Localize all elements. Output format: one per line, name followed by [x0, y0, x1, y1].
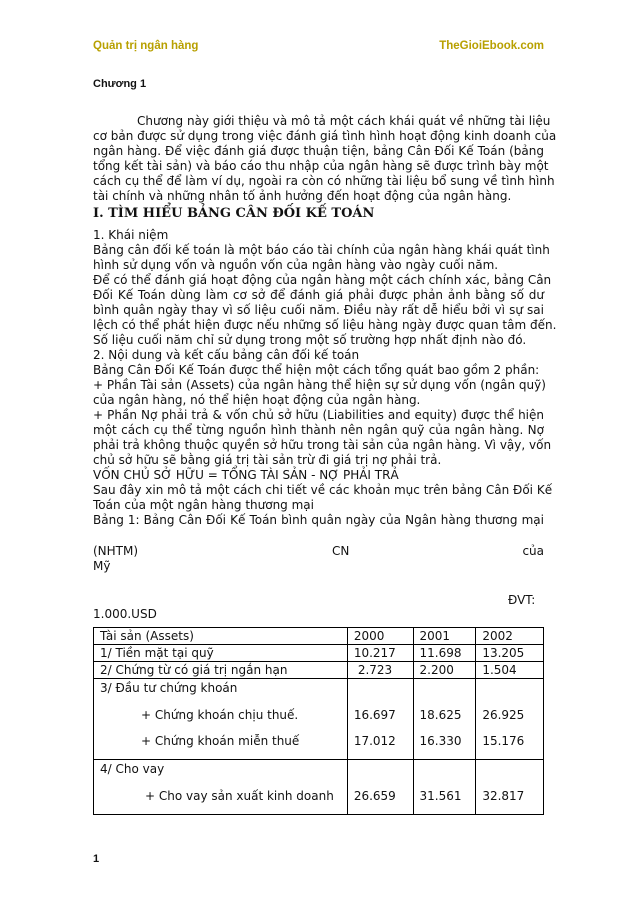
table-cell — [413, 679, 476, 760]
table-cell: 2.200 — [413, 662, 476, 679]
row-subitem: + Chứng khoán chịu thuế. — [141, 708, 299, 722]
cell-value: 26.659 — [353, 789, 396, 803]
table-row — [94, 760, 544, 815]
cell-value: 16.330 — [419, 734, 462, 748]
table-row — [94, 679, 544, 760]
table-cell: 2/ Chứng từ có giá trị ngắn hạn — [94, 662, 348, 679]
body-line: một cách cụ thể từng nguồn hình thành nên ngân quỹ của ngân hàng. Nợ — [93, 423, 544, 437]
table-cell — [413, 760, 476, 815]
body-line: Bảng cân đối kế toán là một báo cáo tài chính của ngân hàng khái quát tình — [93, 243, 550, 257]
table-cell: 13.205 — [476, 645, 544, 662]
table-cell: 2001 — [413, 628, 476, 645]
body-line: hình sử dụng vốn và nguồn vốn của ngân hàng vào ngày cuối năm. — [93, 258, 499, 272]
body-line: Đối Kế Toán dùng làm cơ sở để đánh giá phải được phản ảnh bằng số dư — [93, 288, 544, 302]
cell-value: 32.817 — [482, 789, 525, 803]
table-cell — [476, 679, 544, 760]
table-row — [94, 645, 544, 662]
table-caption: Bảng 1: Bảng Cân Đối Kế Toán bình quân ngày của Ngân hàng thương mại — [93, 513, 544, 527]
section-heading: I. TÌM HIỂU BẢNG CÂN ĐỐI KẾ TOÁN — [93, 206, 375, 221]
body-line: lệch có thể phát hiện được nếu những số liệu hàng ngày được quan tâm đến. — [93, 318, 557, 332]
body-line: của ngân hàng, nó thể hiện hoạt động của ngân hàng. — [93, 393, 421, 407]
caption-part: của — [522, 544, 544, 558]
body-line: + Phần Tài sản (Assets) của ngân hàng thể hiện sự sử dụng vốn (ngân quỹ) — [93, 378, 546, 392]
unit-value: 1.000.USD — [93, 607, 157, 621]
body-line: bình quân ngày thay vì số liệu cuối năm. Điều này rất dễ hiểu bởi vì sự sai — [93, 303, 544, 317]
caption-continuation — [93, 544, 544, 559]
table-cell: 2.723 — [347, 662, 413, 679]
caption-end: Mỹ — [93, 559, 111, 573]
body-line: Bảng Cân Đối Kế Toán được thể hiện một cách tổng quát bao gồm 2 phần: — [93, 363, 540, 377]
cell-value: 16.697 — [353, 708, 396, 722]
intro-line: cơ bản được sử dụng trong việc đánh giá tình hình hoạt động kinh doanh của — [93, 129, 557, 143]
table-cell — [347, 679, 413, 760]
body-line: + Phần Nợ phải trả & vốn chủ sở hữu (Liabilities and equity) được thể hiện — [93, 408, 544, 422]
body-line: chủ sở hữu sẽ bằng giá trị tài sản trừ đi giá trị nợ phải trả. — [93, 453, 442, 467]
body-line: Để có thể đánh giá hoạt động của ngân hàng một cách chính xác, bảng Cân — [93, 273, 552, 287]
cell-value: 26.925 — [482, 708, 525, 722]
page-header — [93, 40, 544, 54]
header-site-name: TheGioiEbook.com — [439, 40, 544, 52]
cell-value: 17.012 — [353, 734, 396, 748]
caption-part: CN — [332, 544, 350, 558]
row-subitem: + Cho vay sản xuất kinh doanh — [145, 789, 334, 803]
cell-value: 18.625 — [419, 708, 462, 722]
table-cell — [94, 760, 348, 815]
body-line: Toán của một ngân hàng thương mại — [93, 498, 314, 512]
body-line: Sau đây xin mô tả một cách chi tiết về các khoản mục trên bảng Cân Đối Kế — [93, 483, 553, 497]
table-cell: 1/ Tiền mặt tại quỹ — [94, 645, 348, 662]
table-cell: 11.698 — [413, 645, 476, 662]
intro-line: cách cụ thể để làm ví dụ, ngoài ra còn có những tài liệu bổ sung về tình hình — [93, 174, 555, 188]
table-header-row — [94, 628, 544, 645]
row-subitem: + Chứng khoán miễn thuế — [141, 734, 300, 748]
intro-line: Chương này giới thiệu và mô tả một cách khái quát về những tài liệu — [137, 114, 551, 128]
page-number: 1 — [93, 853, 100, 865]
body-line: Số liệu cuối năm chỉ sử dụng trong một số trường hợp nhất định nào đó. — [93, 333, 527, 347]
table-cell: 1.504 — [476, 662, 544, 679]
unit-label: ĐVT: — [508, 593, 536, 607]
table-cell: 2000 — [347, 628, 413, 645]
body-line: phải trả không thuộc quyền sở hữu trong tài sản của ngân hàng. Vì vậy, vốn — [93, 438, 552, 452]
table-cell — [476, 760, 544, 815]
table-cell: 10.217 — [347, 645, 413, 662]
intro-line: tổng kết tài sản) và báo cáo thu nhập của ngân hàng sẽ được trình bày một — [93, 159, 549, 173]
chapter-title: Chương 1 — [93, 78, 147, 90]
intro-line: ngân hàng. Để việc đánh giá được thuận tiện, bảng Cân Đối Kế Toán (bảng — [93, 144, 544, 158]
row-title: 3/ Đầu tư chứng khoán — [100, 681, 238, 695]
table-cell: 2002 — [476, 628, 544, 645]
body-line: 1. Khái niệm — [93, 228, 169, 242]
intro-line: tài chính và những nhân tố ảnh hưởng đến hoạt động của ngân hàng. — [93, 189, 512, 203]
table-row — [94, 662, 544, 679]
cell-value: 31.561 — [419, 789, 462, 803]
cell-value: 15.176 — [482, 734, 525, 748]
row-title: 4/ Cho vay — [100, 762, 165, 776]
table-cell: Tài sản (Assets) — [94, 628, 348, 645]
balance-sheet-table — [93, 627, 544, 815]
table-cell — [94, 679, 348, 760]
body-line: 2. Nội dung và kết cấu bảng cân đối kế toán — [93, 348, 360, 362]
table-cell — [347, 760, 413, 815]
caption-part: (NHTM) — [93, 544, 139, 558]
equation-line: VỐN CHỦ SỞ HỮU = TỔNG TÀI SẢN - NỢ PHẢI TRẢ — [93, 468, 399, 482]
header-book-title: Quản trị ngân hàng — [93, 40, 199, 52]
